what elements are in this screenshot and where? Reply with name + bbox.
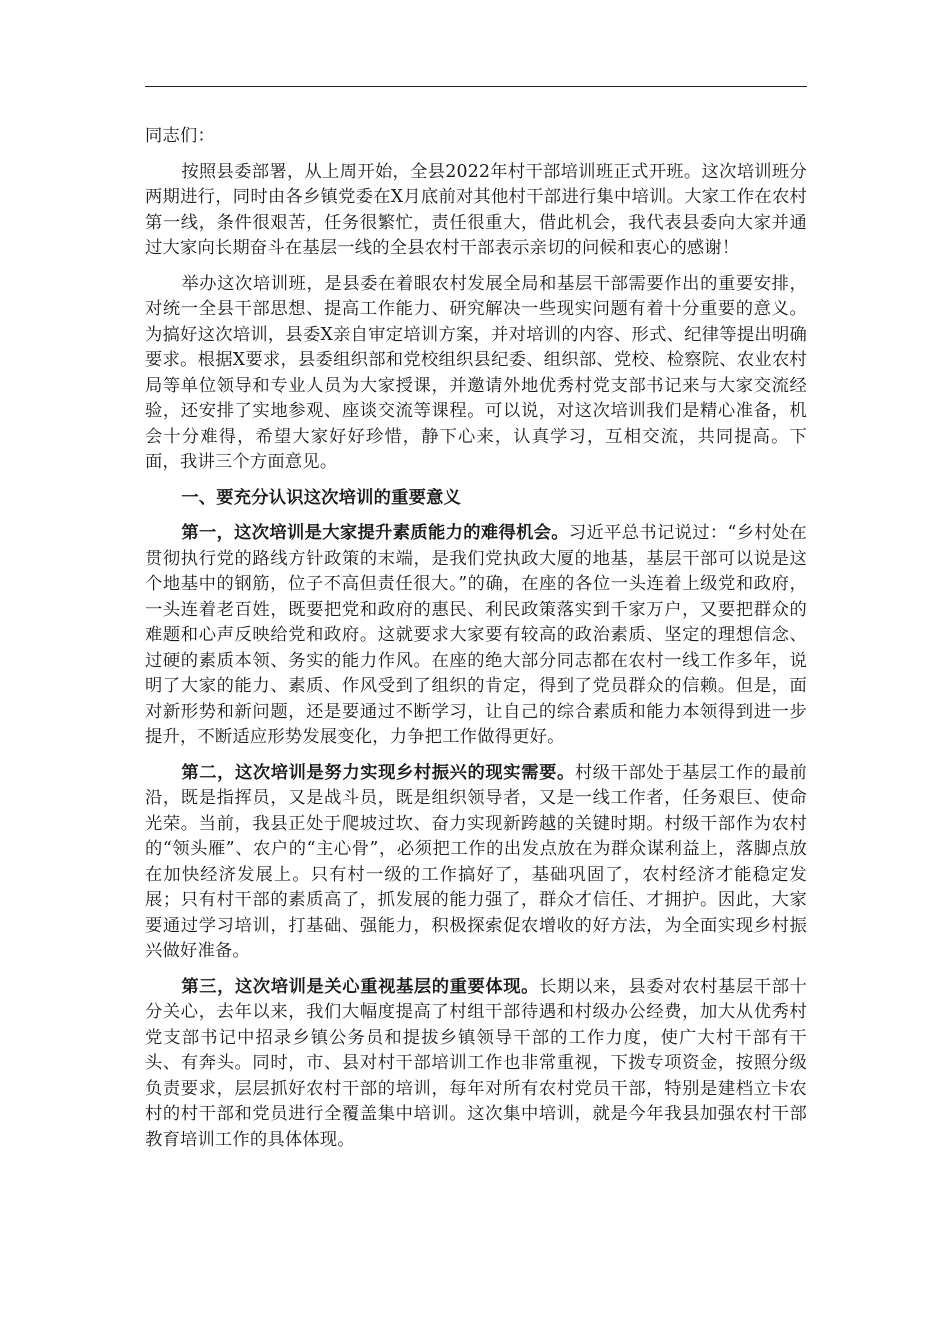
salutation: 同志们： <box>145 126 215 146</box>
section-heading: 一、要充分认识这次培训的重要意义 <box>181 487 462 508</box>
point-paragraph-3 <box>145 975 807 1154</box>
point-paragraph-1 <box>145 521 807 751</box>
paragraph-training-purpose: 举办这次培训班，是县委在着眼农村发展全局和基层干部需要作出的重要安排，对统一全县干部思想、提高工作能力、研究解决一些现实问题有着十分重要的意义。为搞好这次培训，县委X亲自审定培训方案，并对培训的内容、形式、纪律等提出明确要求。根据X要求，县委组织部和党校组织县纪委、组织部、党校、检察院、农业农村局等单位领导和专业人员为大家授课，并邀请外地优秀村党支部书记来与大家交流经验，还安排了实地参观、座谈交流等课程。可以说，对这次培训我们是精心准备，机会十分难得，希望大家好好珍惜，静下心来，认真学习，互相交流，共同提高。下面，我讲三个方面意见。 <box>145 273 807 472</box>
point-text-3: 长期以来，县委对农村基层干部十分关心，去年以来，我们大幅度提高了村组干部待遇和村级办公经费，加大从优秀村党支部书记中招录乡镇公务员和提拔乡镇领导干部的工作力度，使广大村干部有干头、有奔头。同时，市、县对村干部培训工作也非常重视，下拨专项资金，按照分级负责要求，层层抓好农村干部的培训，每年对所有农村党员干部，特别是建档立卡农村的村干部和党员进行全覆盖集中培训。这次集中培训，就是今年我县加强农村干部教育培训工作的具体体现。 <box>145 976 807 1150</box>
point-lead-1: 第一，这次培训是大家提升素质能力的难得机会。 <box>181 523 569 543</box>
document-body <box>145 124 807 1163</box>
point-lead-3: 第三，这次培训是关心重视基层的重要体现。 <box>181 976 540 997</box>
point-lead-2: 第二，这次培训是努力实现乡村振兴的现实需要。 <box>181 762 575 783</box>
header-rule <box>145 86 807 87</box>
point-text-2: 村级干部处于基层工作的最前沿，既是指挥员，又是战斗员，既是组织领导者，又是一线工作者，任务艰巨、使命光荣。当前，我县正处于爬坡过坎、奋力实现新跨越的关键时期。村级干部作为农村的“领头雁”、农户的“主心骨”，必须把工作的出发点放在为群众谋利益上，落脚点放在加快经济发展上。只有村一级的工作搞好了，基础巩固了，农村经济才能稳定发展；只有村干部的素质高了，抓发展的能力强了，群众才信任、才拥护。因此，大家要通过学习培训，打基础、强能力，积极探索促农增收的好方法，为全面实现乡村振兴做好准备。 <box>145 762 807 961</box>
paragraph-intro: 按照县委部署，从上周开始，全县2022年村干部培训班正式开班。这次培训班分两期进行，同时由各乡镇党委在X月底前对其他村干部进行集中培训。大家工作在农村第一线，条件很艰苦，任务很繁忙，责任很重大，借此机会，我代表县委向大家并通过大家向长期奋斗在基层一线的全县农村干部表示亲切的问候和衷心的感谢！ <box>145 161 807 258</box>
point-text-1: 习近平总书记说过：“乡村处在贯彻执行党的路线方针政策的末端，是我们党执政大厦的地基，基层干部可以说是这个地基中的钢筋，位子不高但责任很大。”的确，在座的各位一头连着上级党和政府，一头连着老百姓，既要把党和政府的惠民、利民政策落实到千家万户，又要把群众的难题和心声反映给党和政府。这就要求大家要有较高的政治素质、坚定的理想信念、过硬的素质本领、务实的能力作风。在座的绝大部分同志都在农村一线工作多年，说明了大家的能力、素质、作风受到了组织的肯定，得到了党员群众的信赖。但是，面对新形势和新问题，还是要通过不断学习，让自己的综合素质和能力本领得到进一步提升，不断适应形势发展变化，力争把工作做得更好。 <box>145 523 807 747</box>
point-paragraph-2 <box>145 761 807 965</box>
